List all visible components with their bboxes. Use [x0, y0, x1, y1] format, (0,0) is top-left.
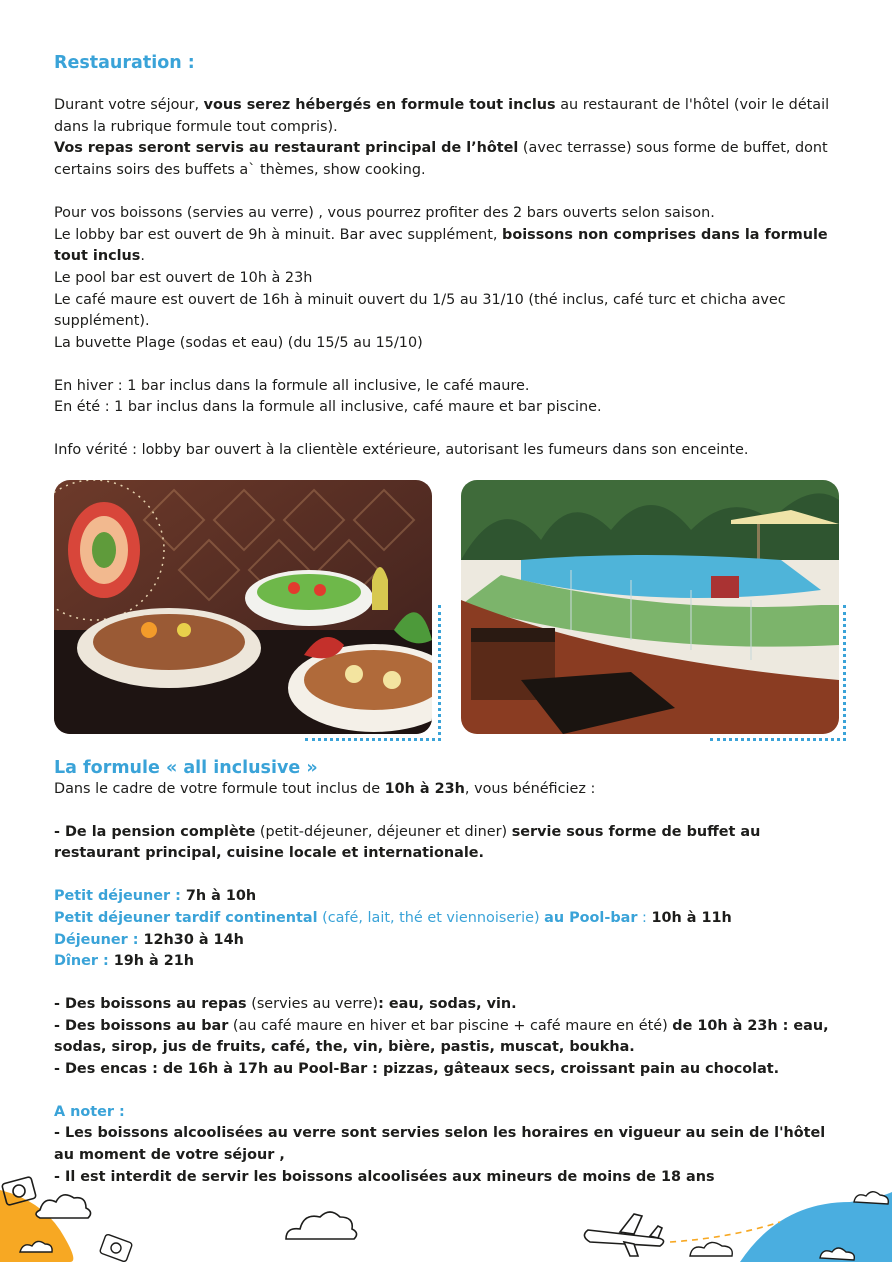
paragraph-cafe-maure: Le café maure est ouvert de 16h à minuit ouvert du 1/5 au 31/10 (thé inclus, café turc et chicha avec supplément). [54, 291, 786, 330]
paragraph-boissons: Pour vos boissons (servies au verre) , vous pourrez profiter des 2 bars ouverts selon saison. [54, 204, 715, 221]
paragraph-info-verite: Info vérité : lobby bar ouvert à la clientèle extérieure, autorisant les fumeurs dans son enceinte. [54, 442, 749, 459]
formule-intro: Dans le cadre de votre formule tout inclus de 10h à 23h, vous bénéficiez : [54, 781, 596, 797]
schedule-diner: Dîner : 19h à 21h [54, 953, 195, 970]
restauration-section [54, 52, 844, 462]
paragraph-formule: Durant votre séjour, vous serez hébergés en formule tout inclus au restaurant de l'hôtel (voir le détail dans la rubrique formule tout compris). [54, 97, 830, 135]
boissons-bar: - Des boissons au bar (au café maure en hiver et bar piscine + café maure en été) de 10h à 23h : eau, sodas, sirop, jus de fruits, café, the, vin, bière, pastis, muscat, boukha. [54, 1017, 829, 1056]
encas: - Des encas : de 16h à 17h au Pool-Bar : pizzas, gâteaux secs, croissant pain au chocolat. [54, 1061, 780, 1078]
airplane-icon [584, 1214, 663, 1256]
footer-decoration-left [0, 1160, 150, 1262]
pension-complete: - De la pension complète (petit-déjeuner, déjeuner et diner) servie sous forme de buffet au restaurant principal, cuisine locale et internationale. [54, 823, 761, 862]
formule-title: La formule « all inclusive » [54, 758, 318, 778]
note-horaires: - Les boissons alcoolisées au verre sont servies selon les horaires en vigueur au sein de l'hôtel au moment de votre séjour , [54, 1125, 826, 1164]
schedule-dejeuner: Déjeuner : 12h30 à 14h [54, 931, 244, 948]
paragraph-ete: En été : 1 bar inclus dans la formule all inclusive, café maure et bar piscine. [54, 399, 602, 416]
paragraph-buvette: La buvette Plage (sodas et eau) (du 15/5 au 15/10) [54, 335, 423, 352]
boissons-repas: - Des boissons au repas (servies au verre): eau, sodas, vin. [54, 995, 517, 1012]
footer-decoration-right [580, 1180, 892, 1262]
photo-dotted-frame-right [710, 605, 846, 741]
note-mineurs: - Il est interdit de servir les boissons alcoolisées aux mineurs de moins de 18 ans [54, 1168, 715, 1185]
cloud-icon [36, 1195, 91, 1218]
schedule-petit-dejeuner: Petit déjeuner : 7h à 10h [54, 888, 257, 905]
paragraph-repas: Vos repas seront servis au restaurant principal de l’hôtel (avec terrasse) sous forme de buffet, dont certains soirs des buffets a` thèmes, show cooking. [54, 140, 828, 179]
restauration-title: Restauration : [54, 53, 195, 73]
formule-section [54, 757, 844, 1189]
notes-title: A noter : [54, 1103, 125, 1120]
paragraph-lobby-bar: Le lobby bar est ouvert de 9h à minuit. Bar avec supplément, boissons non comprises dans la formule tout inclus. [54, 226, 828, 265]
cloud-icon [280, 1205, 360, 1245]
camera-icon [99, 1234, 132, 1262]
photo-dotted-frame-left [305, 605, 441, 741]
schedule-petit-dejeuner-tardif: Petit déjeuner tardif continental (café, lait, thé et viennoiserie) au Pool-bar : 10h à 11h [54, 909, 732, 926]
paragraph-pool-bar: Le pool bar est ouvert de 10h à 23h [54, 269, 313, 286]
paragraph-hiver: En hiver : 1 bar inclus dans la formule all inclusive, le café maure. [54, 377, 530, 394]
